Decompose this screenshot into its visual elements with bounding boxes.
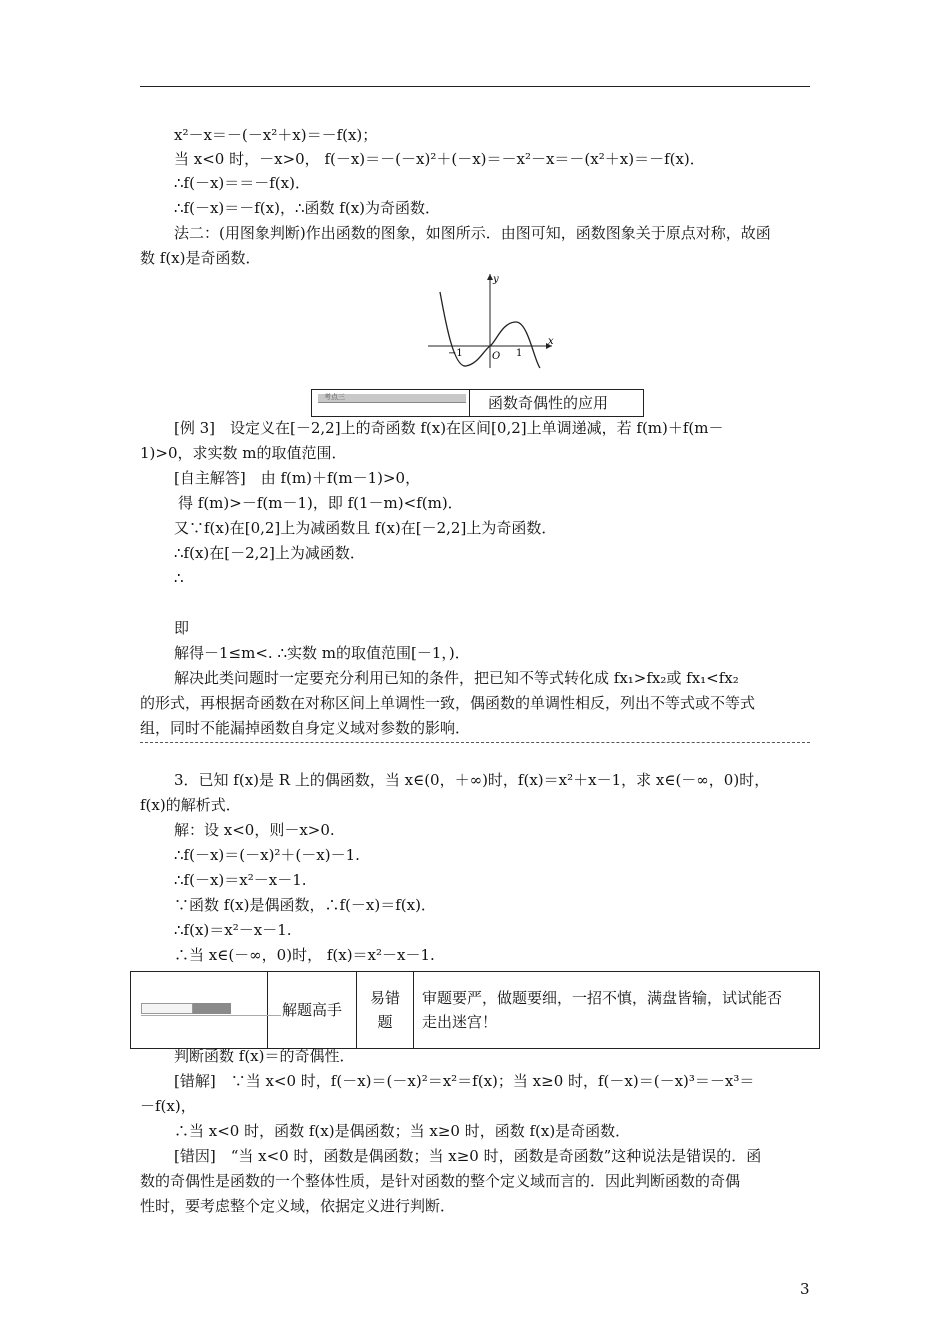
text-line: 数的奇偶性是函数的一个整体性质，是针对函数的整个定义域而言的．因此判断函数的奇偶 (140, 1172, 741, 1190)
text-line: [例 3] 设定义在[－2,2]上的奇函数 f(x)在区间[0,2]上单调递减，若 f(m)＋f(m－ (174, 419, 724, 437)
text-line: f(x)的解析式． (140, 796, 241, 814)
text-line: 组，同时不能漏掉函数自身定义域对参数的影响． (140, 719, 471, 737)
tick-label-pos: 1 (516, 348, 523, 359)
divider (469, 390, 470, 416)
text-line: 的形式，再根据奇函数在对称区间上单调性一致，偶函数的单调性相反，列出不等式或不等式 (140, 694, 756, 712)
text-line: 当 x<0 时，－x>0， f(－x)＝－(－x)²＋(－x)＝－x²－x＝－(x²＋x)＝－f(x)． (174, 150, 705, 168)
text-line: ∴当 x∈(－∞，0)时， f(x)＝x²－x－1. (174, 946, 435, 964)
table-cell-tip: 审题要严，做题要细，一招不慎，满盘皆输，试试能否 走出迷宫！ (414, 972, 820, 1049)
text-line: ∴f(－x)＝(－x)²＋(－x)－1. (174, 846, 360, 864)
text-line: －f(x)， (140, 1097, 196, 1115)
knowledge-point-box (311, 389, 644, 417)
text-line: ∴f(－x)＝x²－x－1. (174, 871, 307, 889)
text-line: ∵函数 f(x)是偶函数，∴f(－x)＝f(x)． (174, 896, 436, 914)
text-line: 解决此类问题时一定要充分利用已知的条件，把已知不等式转化成 fx₁>fx₂或 fx₁<fx₂ (174, 669, 739, 687)
text-line: ∴ (174, 569, 184, 587)
text-line: [错因] “当 x<0 时，函数是偶函数；当 x≥0 时，函数是奇函数”这种说法是错误的．函 (174, 1147, 762, 1165)
table-cell-category: 易错 题 (357, 972, 414, 1049)
text-line: ∴f(－x)＝＝－f(x)． (174, 174, 310, 192)
text-line: 3．已知 f(x)是 R 上的偶函数，当 x∈(0，＋∞)时，f(x)＝x²＋x－1，求 x∈(－∞，0)时， (174, 771, 770, 789)
text-line: ∴f(－x)＝－f(x)，∴函数 f(x)为奇函数． (174, 199, 441, 217)
text-line: 数 f(x)是奇函数． (140, 249, 261, 267)
table-cell-image (131, 972, 268, 1049)
y-axis-label: y (493, 274, 499, 285)
placeholder-graphic (131, 975, 261, 1045)
tip-table (130, 971, 820, 1049)
table-cell-title: 解题高手 (268, 972, 357, 1049)
text-line: 性时，要考虑整个定义域，依据定义进行判断． (140, 1197, 456, 1215)
header-rule (140, 86, 810, 87)
tick-label-neg: −1 (448, 348, 463, 359)
text-line: [错解] ∵当 x<0 时，f(－x)＝(－x)²＝x²＝f(x)；当 x≥0 时，f(－x)＝(－x)³＝－x³＝ (174, 1072, 755, 1090)
text-line: 解得－1≤m<. ∴实数 m的取值范围[－1，)． (174, 644, 470, 662)
text-line: 又∵f(x)在[0,2]上为减函数且 f(x)在[－2,2]上为奇函数． (174, 519, 557, 537)
text-line: 解：设 x<0，则－x>0. (174, 821, 335, 839)
text-line: ∴当 x<0 时，函数 f(x)是偶函数；当 x≥0 时，函数 f(x)是奇函数． (174, 1122, 631, 1140)
knowledge-point-tag: 考点三 (318, 394, 466, 403)
text-line: 得 f(m)>－f(m－1)，即 f(1－m)<f(m)． (178, 494, 463, 512)
knowledge-point-label: 函数奇偶性的应用 (488, 394, 609, 412)
function-graph (420, 270, 560, 370)
text-line: 判断函数 f(x)＝的奇偶性． (174, 1047, 355, 1065)
page-number: 3 (800, 1280, 810, 1298)
text-line: [自主解答] 由 f(m)＋f(m－1)>0， (174, 469, 421, 487)
origin-label: O (492, 351, 501, 362)
section-divider (140, 742, 810, 743)
text-line: x²－x＝－(－x²＋x)＝－f(x)； (174, 126, 378, 144)
text-line: ∴f(x)＝x²－x－1. (174, 921, 292, 939)
text-line: 1)>0，求实数 m的取值范围． (140, 444, 347, 462)
text-line: ∴f(x)在[－2,2]上为减函数． (174, 544, 365, 562)
text-line: 法二：(用图象判断)作出函数的图象，如图所示．由图可知，函数图象关于原点对称，故函 (174, 224, 771, 242)
text-line: 即 (174, 619, 190, 637)
x-axis-label: x (548, 336, 554, 347)
